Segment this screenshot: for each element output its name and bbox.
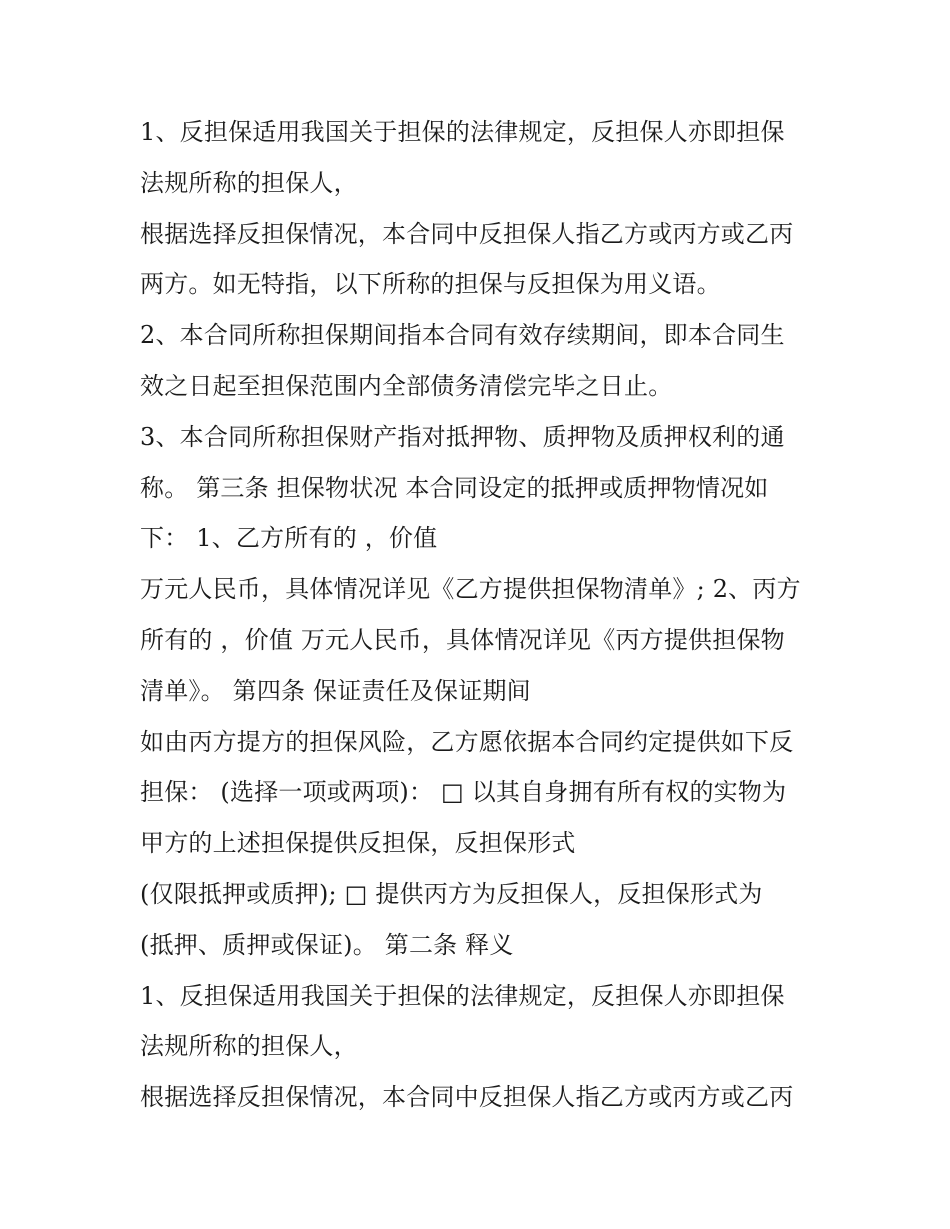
text-line: 法规所称的担保人， xyxy=(140,1032,358,1061)
text-line: 2、本合同所称担保期间指本合同有效存续期间，即本合同生 xyxy=(140,321,785,350)
text-line: 3、本合同所称担保财产指对抵押物、质押物及质押权利的通 xyxy=(140,422,785,451)
text-line: 所有的 ，价值 万元人民币，具体情况详见《丙方提供担保物 xyxy=(140,625,785,654)
text-line: 根据选择反担保情况，本合同中反担保人指乙方或丙方或乙丙 xyxy=(140,1083,794,1112)
text-line: 清单》。 第四条 保证责任及保证期间 xyxy=(140,676,531,705)
text-line: 1、反担保适用我国关于担保的法律规定，反担保人亦即担保 xyxy=(140,118,785,146)
text-line: 根据选择反担保情况，本合同中反担保人指乙方或丙方或乙丙 xyxy=(140,219,794,248)
text-line: 甲方的上述担保提供反担保，反担保形式 xyxy=(140,829,576,858)
text-line: 万元人民币，具体情况详见《乙方提供担保物清单》; 2、丙方 xyxy=(140,575,801,604)
text-line: 效之日起至担保范围内全部债务清偿完毕之日止。 xyxy=(140,371,673,400)
text-line: 法规所称的担保人， xyxy=(140,168,358,197)
text-line: 担保： (选择一项或两项)： □ 以其自身拥有所有权的实物为 xyxy=(140,778,787,807)
text-line: (仅限抵押或质押); □ 提供丙方为反担保人，反担保形式为 xyxy=(140,879,763,908)
text-line: (抵押、质押或保证)。 第二条 释义 xyxy=(140,930,514,959)
document-body xyxy=(140,107,840,1123)
text-line: 1、反担保适用我国关于担保的法律规定，反担保人亦即担保 xyxy=(140,981,785,1010)
text-line: 两方。如无特指，以下所称的担保与反担保为用义语。 xyxy=(140,270,721,299)
text-line: 称。 第三条 担保物状况 本合同设定的抵押或质押物情况如 xyxy=(140,473,769,502)
text-line: 如由丙方提方的担保风险，乙方愿依据本合同约定提供如下反 xyxy=(140,727,794,756)
text-line: 下： 1、乙方所有的 ，价值 xyxy=(140,524,438,553)
